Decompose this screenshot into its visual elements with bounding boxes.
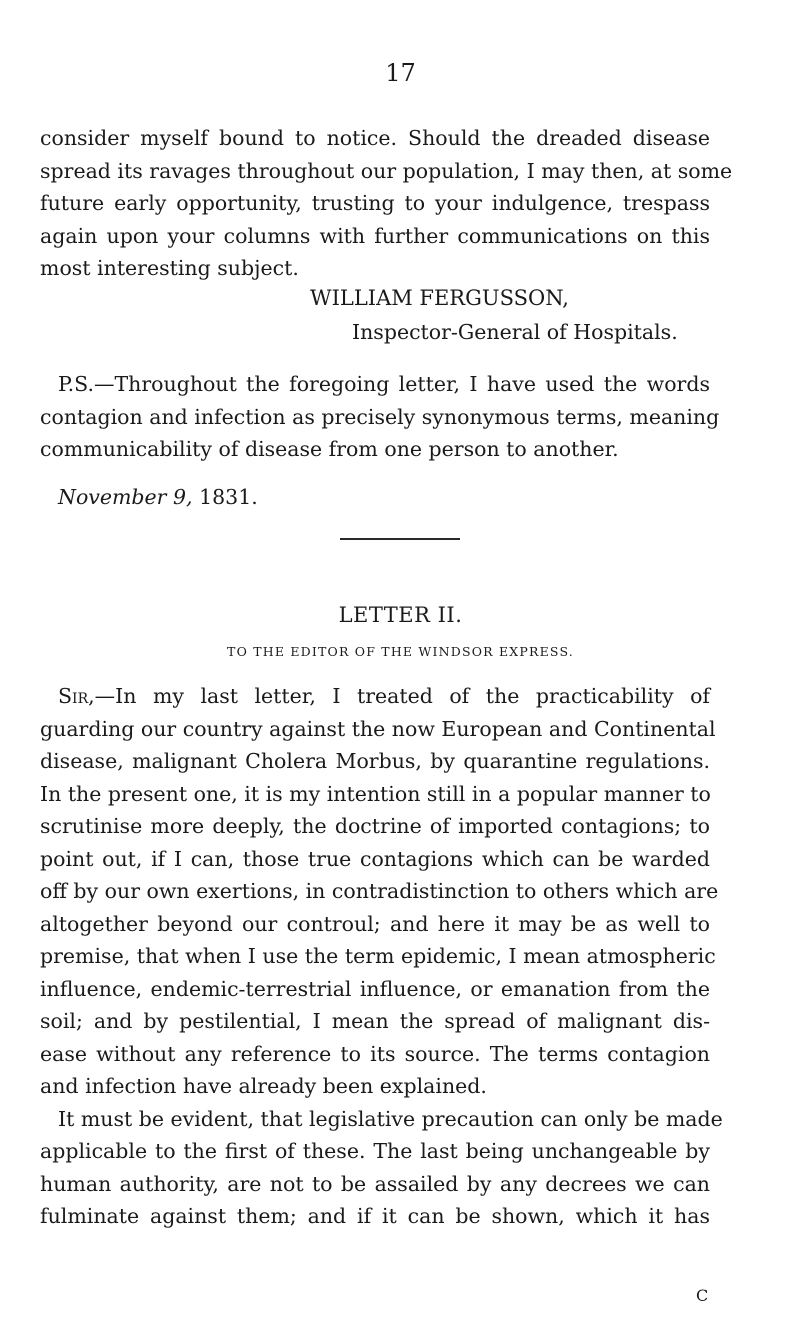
text-line: P.S.—Throughout the foregoing letter, I have used the words (58, 372, 710, 396)
section-divider (340, 538, 460, 540)
dateline-month-day: November 9, (58, 485, 193, 509)
text-line: future early opportunity, trusting to your indulgence, trespass (40, 191, 710, 215)
text-line: soil; and by pestilential, I mean the spread of malignant dis- (40, 1009, 710, 1033)
dateline-year: 1831. (199, 485, 258, 509)
text-line: off by our own exertions, in contradistinction to others which are (40, 879, 719, 903)
signature-name: WILLIAM FERGUSSON, (310, 286, 569, 310)
text-line (40, 680, 710, 713)
text-line: premise, that when I use the term epidemic, I mean atmospheric (40, 944, 716, 968)
text-line: In the present one, it is my intention still in a popular manner to (40, 781, 711, 806)
text-line-rest: —In my last letter, I treated of the practicability of (94, 684, 710, 708)
text-line: consider myself bound to notice. Should the dreaded disease (40, 126, 710, 150)
text-line: disease, malignant Cholera Morbus, by quarantine regulations. (40, 749, 710, 773)
text-line: most interesting subject. (40, 256, 299, 280)
text-line: fulminate against them; and if it can be shown, which it has (40, 1204, 710, 1228)
text-line: applicable to the first of these. The last being unchangeable by (40, 1139, 710, 1163)
text-line: scrutinise more deeply, the doctrine of imported contagions; to (40, 814, 710, 838)
text-line: altogether beyond our controul; and here it may be as well to (40, 911, 710, 936)
signature-title: Inspector-General of Hospitals. (352, 320, 678, 344)
signature-mark: C (696, 1286, 709, 1305)
letter-heading: LETTER II. (338, 603, 463, 627)
salutation: Sir, (58, 684, 95, 708)
text-line: and infection have already been explained. (40, 1074, 487, 1098)
text-line: guarding our country against the now European and Continental (40, 716, 716, 741)
text-line: ease without any reference to its source. The terms contagion (40, 1041, 710, 1066)
letter-body (40, 680, 723, 1233)
dateline (58, 481, 258, 513)
text-line: point out, if I can, those true contagions which can be warded (40, 846, 710, 871)
text-line: influence, endemic-terrestrial influence, or emanation from the (40, 976, 710, 1001)
letter-addressee: TO THE EDITOR OF THE WINDSOR EXPRESS. (227, 644, 574, 659)
intro-paragraph (40, 122, 733, 285)
text-line: communicability of disease from one person to another. (40, 437, 619, 461)
text-line: contagion and infection as precisely synonymous terms, meaning (40, 404, 720, 429)
text-line: human authority, are not to be assailed by any decrees we can (40, 1171, 710, 1196)
text-line: again upon your columns with further communications on this (40, 223, 710, 248)
page-number: 17 (385, 59, 416, 87)
text-line: It must be evident, that legislative precaution can only be made (58, 1106, 723, 1131)
text-line: spread its ravages throughout our population, I may then, at some (40, 158, 733, 183)
postscript-paragraph (40, 368, 720, 466)
